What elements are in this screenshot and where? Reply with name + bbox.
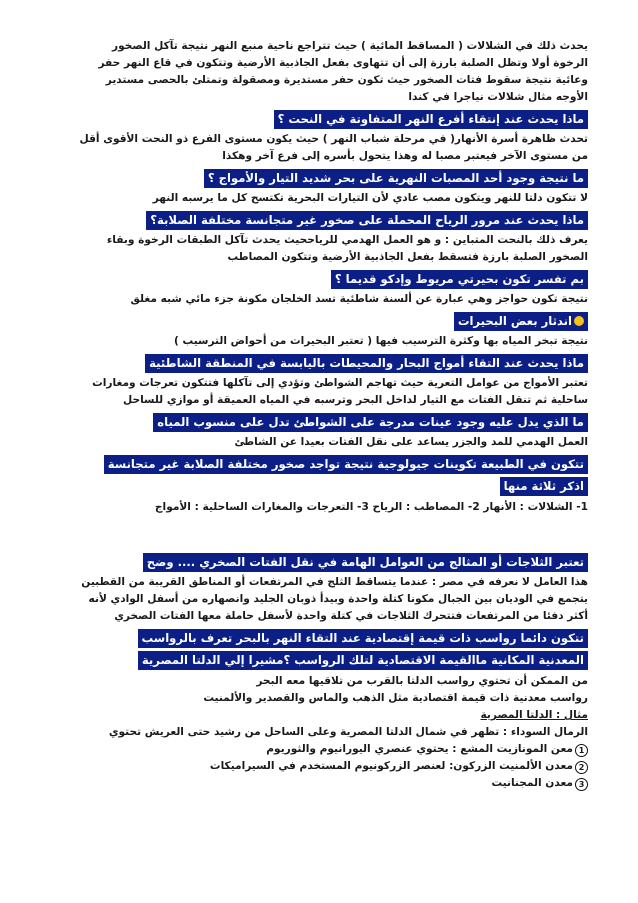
list-item-text: معدن الألمنيت الزركون: لعنصر الزركونيوم المستخدم في السيراميكات	[209, 760, 573, 772]
paragraph-line: يحدث ذلك في الشلالات ( المساقط المائية ) حيث تتراجع ناحية منبع النهر نتيجة تآكل الصخور	[112, 40, 588, 52]
paragraph-line: من الممكن أن تحتوي رواسب الدلتا بالقرب من تلاقيها معه البحر	[256, 675, 588, 687]
bullet-icon	[574, 316, 584, 326]
paragraph-line: الأوجه مثال شلالات نياجرا في كندا	[408, 91, 588, 103]
question-heading: ماذا يحدث عند إنتقاء أفرع النهر المتفاوتة في النحت ؟	[274, 110, 588, 129]
list-item	[50, 758, 588, 774]
question-heading: تعتبر الثلاجات أو المثالج من العوامل الهامة في نقل الفتات الصخري .... وضح	[143, 553, 588, 572]
number-badge-icon: 2	[575, 761, 588, 774]
paragraph-line: رواسب معدنية ذات قيمة اقتصادية مثل الذهب والماس والقصدير والألمنيت	[203, 692, 588, 704]
paragraph-line: يتجمع في الوديان بين الجبال مكونا كتلة واحدة وبيدأ ذوبان الجليد وانصهاره من أسفل الوادي لأنه	[88, 593, 588, 605]
question-heading: المعدنية المكانية ماالقيمة الاقتصادية لتلك الرواسب ؟مشيرا إلي الدلتا المصرية	[138, 651, 588, 670]
question-heading: ما الذي يدل عليه وجود عينات مدرجة على الشواطئ تدل على منسوب المياه	[153, 413, 588, 432]
paragraph-line: من مستوى الآخر فيعتبر مصبا له وهذا يتحول بأسره إلى فرع آخر وهكذا	[222, 150, 588, 162]
question-heading: تتكون دائما رواسب ذات قيمة إقتصادية عند التقاء النهر بالبحر تعرف بالرواسب	[138, 629, 588, 648]
question-heading: اذكر ثلاثة منها	[500, 477, 588, 496]
question-heading	[454, 312, 588, 331]
paragraph-line: نتيجة تكون حواجز وهي عبارة عن ألسنة شاطئية تسد الخلجان مكونة جزء مائي شبه مغلق	[130, 293, 588, 305]
question-heading: بم تفسر تكون بحيرتي مريوط وإدكو قديما ؟	[331, 270, 588, 289]
example-title: مثال : الدلتا المصرية	[480, 709, 588, 721]
list-item	[50, 741, 588, 757]
paragraph-line: ساحلية ثم تنقل الفتات مع التيار لداخل البحر وترسبه في المياه العميقة أو موازي للساحل	[122, 394, 588, 406]
paragraph-line: وعائية نتيجة سقوط فتات الصخور حيث تكون حفر مستديرة ومصقولة وتمتلئ بالحصى مستدير	[105, 74, 588, 86]
paragraph-line: تحدث ظاهرة أسرة الأنهار( في مرحلة شباب النهر ) حيث يكون مستوى الفرع ذو النحت الأقوى أقل	[79, 133, 588, 145]
question-heading: ماذا يحدث عند التقاء أمواج البحار والمحيطات باليابسة في المنطقة الشاطئية	[145, 354, 588, 373]
list-item	[50, 775, 588, 791]
paragraph-line: الرمال السوداء : تظهر في شمال الدلتا المصرية وعلى الساحل من رشيد حتى العريش تحتوي	[108, 726, 588, 738]
question-heading: ما نتيجة وجود أحد المصبات النهرية على بحر شديد التيار والأمواج ؟	[204, 169, 588, 188]
paragraph-line: لا تتكون دلتا للنهر ويتكون مصب عادي لأن التيارات البحرية تكتسح كل ما يرسبه النهر	[152, 192, 588, 204]
paragraph-line: أكثر دفئا من المرتفعات فتتحرك الثلاجات في كتلة واحدة لأسفل حاملة معها الفتات الصخري	[114, 610, 588, 622]
paragraph-line: يعرف ذلك بالنحت المتباين : و هو العمل الهدمي للرياححيث يحدث تآكل الطبقات الرخوة وبقاء	[106, 234, 588, 246]
paragraph-line: تعتبر الأمواج من عوامل التعرية حيث تهاجم الشواطئ وتؤدي إلى تآكلها فتتكون تعرجات ومغارات	[92, 377, 588, 389]
paragraph-line: العمل الهدمي للمد والجزر يساعد على نقل الفتات بعيدا عن الشاطئ	[234, 436, 588, 448]
answer-list-line: 1- الشلالات : الأنهار 2- المصاطب : الرياح 3- التعرجات والمغارات الساحلية : الأمواج	[154, 501, 588, 513]
paragraph-line: هذا العامل لا نعرفه في مصر : عندما يتساقط الثلج في المرتفعات أو المناطق القريبة من القطبين	[81, 576, 588, 588]
list-item-text: معدن المجنانيت	[491, 777, 573, 789]
list-item-text: معن المونازيت المشع : يحتوي عنصري اليورانيوم والثوريوم	[266, 743, 573, 755]
question-heading: تتكون في الطبيعة تكوينات جيولوجية نتيجة تواجد صخور مختلفة الصلابة غير متجانسة	[104, 455, 588, 474]
paragraph-line: نتيجة تبخر المياه بها وكثرة الترسيب فيها ( تعتبر البحيرات من أحواض الترسيب )	[173, 335, 588, 347]
paragraph-line: الصخور الصلبة بارزة فتسقط بفعل الجاذبية الأرضية وتتكون المصاطب	[227, 251, 588, 263]
number-badge-icon: 1	[575, 744, 588, 757]
number-badge-icon: 3	[575, 778, 588, 791]
question-text: اندثار بعض البحيرات	[457, 314, 572, 328]
paragraph-line: الرخوة أولا وتظل الصلبة بارزة إلى أن تتهاوى بفعل الجاذبية الأرضية وتتكون في قاع النهر حفر	[98, 57, 588, 69]
question-heading: ماذا يحدث عند مرور الرياح المحملة على صخور غير متجانسة مختلفة الصلابة؟	[146, 211, 588, 230]
